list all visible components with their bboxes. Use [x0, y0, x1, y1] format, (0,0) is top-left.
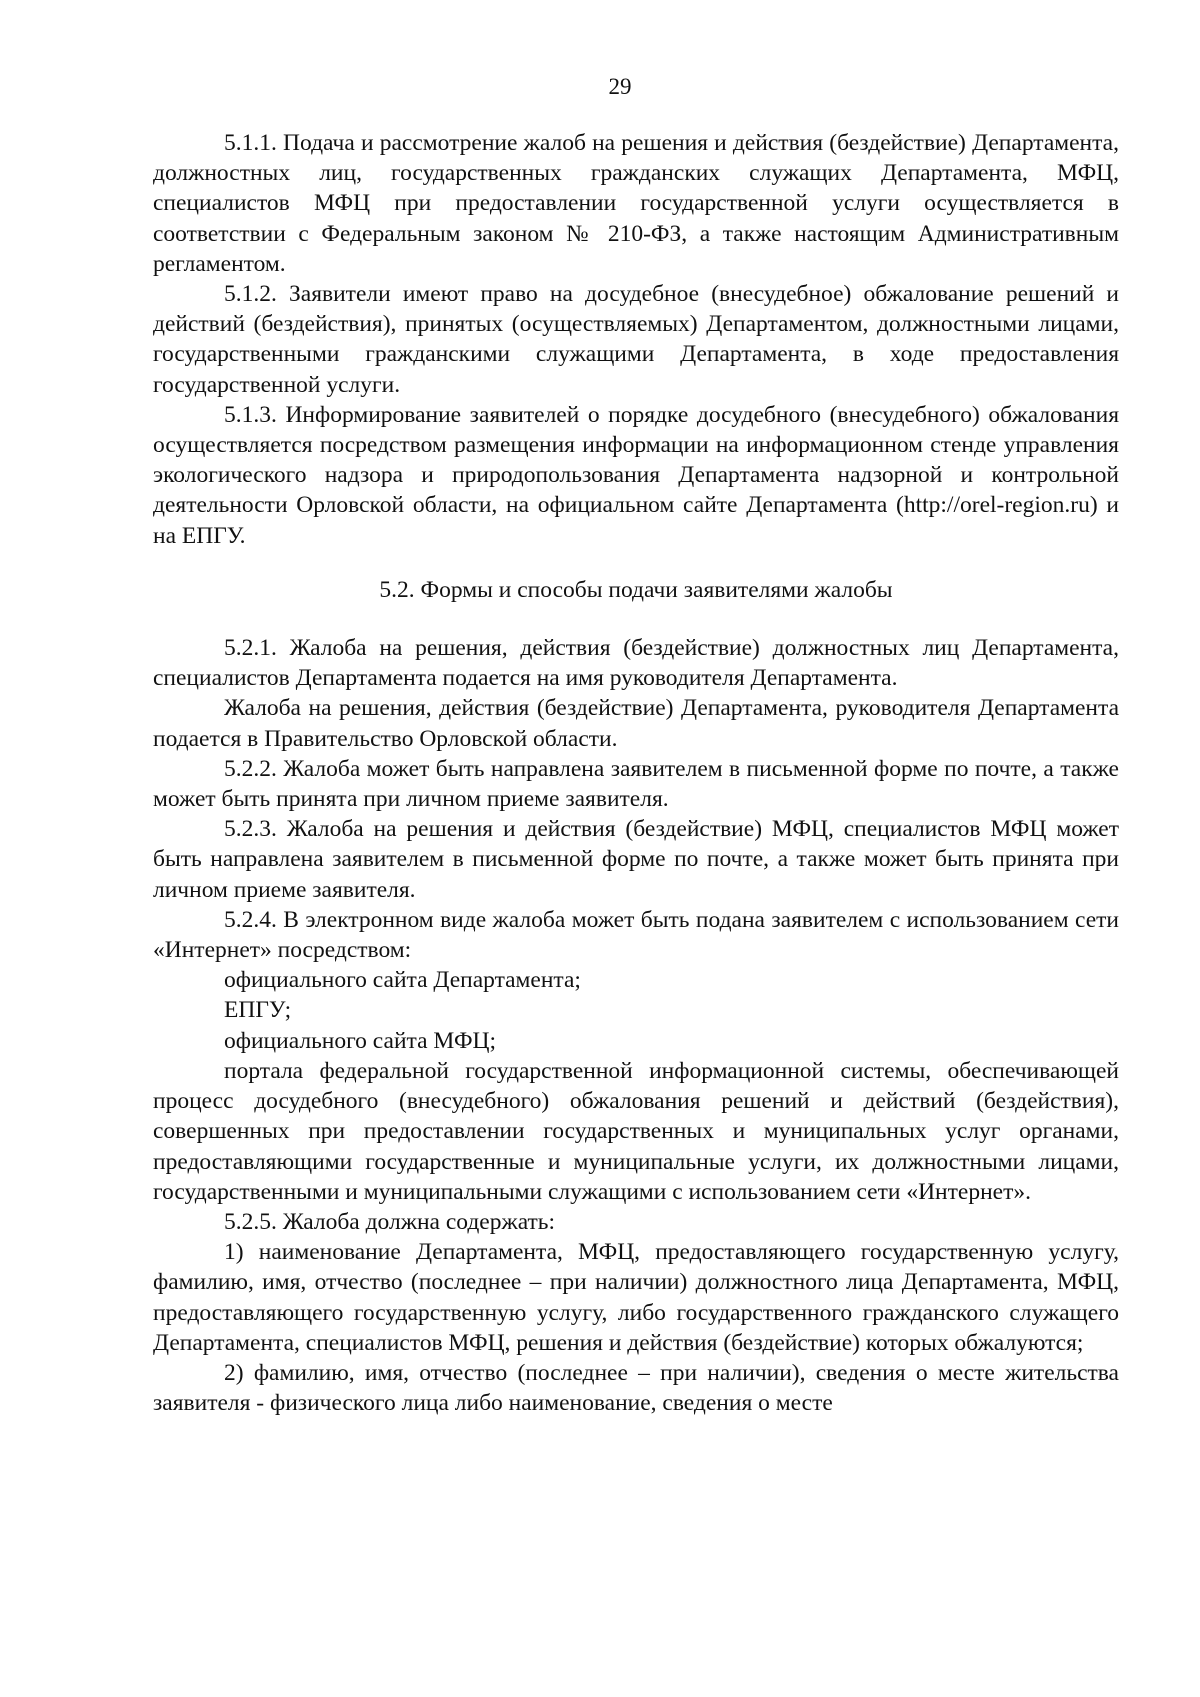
paragraph-5-2-4: 5.2.4. В электронном виде жалоба может быть подана заявителем с использованием сети «Интернет» посредством: — [153, 906, 1119, 964]
list-item-official-site: официального сайта Департамента; — [224, 967, 581, 994]
paragraph-5-2-1: 5.2.1. Жалоба на решения, действия (бездействие) должностных лиц Департамента, специалистов Департамента подается на имя руководителя Департамента. — [153, 635, 1119, 692]
paragraph-5-2-1-b: Жалоба на решения, действия (бездействие) Департамента, руководителя Департамента подается в Правительство Орловской области. — [153, 695, 1119, 752]
section-heading-5-2: 5.2. Формы и способы подачи заявителями жалобы — [379, 576, 893, 603]
document-body — [153, 128, 1119, 1418]
paragraph-5-1-2: 5.1.2. Заявители имеют право на досудебное (внесудебное) обжалование решений и действий (бездействия), принятых (осуществляемых) Департаментом, должностными лицами, государственными гражданскими служащими Департамента, в ходе предоставления государственной услуги. — [153, 281, 1119, 398]
paragraph-5-2-3: 5.2.3. Жалоба на решения и действия (бездействие) МФЦ, специалистов МФЦ может быть направлена заявителем в письменной форме по почте, а также может быть принята при личном приеме заявителя. — [153, 816, 1119, 903]
paragraph-5-1-1: 5.1.1. Подача и рассмотрение жалоб на решения и действия (бездействие) Департамента, должностных лиц, государственных гражданских служащих Департамента, МФЦ, специалистов МФЦ при предоставлении государственной услуги осуществляется в соответствии с Федеральным законом № 210-ФЗ, а также настоящим Административным регламентом. — [153, 130, 1119, 277]
list-item-1: 1) наименование Департамента, МФЦ, предоставляющего государственную услугу, фамилию, имя, отчество (последнее – при наличии) должностного лица Департамента, МФЦ, предоставляющего государственную услугу, либо государственного гражданского служащего Департамента, специалистов МФЦ, решения и действия (бездействие) которых обжалуются; — [153, 1239, 1119, 1356]
paragraph-5-2-5: 5.2.5. Жалоба должна содержать: — [224, 1208, 556, 1235]
list-item-2: 2) фамилию, имя, отчество (последнее – при наличии), сведения о месте жительства заявителя - физического лица либо наименование, сведения о месте — [153, 1359, 1119, 1417]
list-item-mfc-site: официального сайта МФЦ; — [224, 1027, 497, 1054]
list-item-federal-portal: портала федеральной государственной информационной системы, обеспечивающей процесс досудебного (внесудебного) обжалования решений и действий (бездействия), совершенных при предоставлении государственных и муниципальных услуг органами, предоставляющими государственные и муниципальные услуги, их должностными лицами, государственными и муниципальными служащими с использованием сети «Интернет». — [153, 1057, 1119, 1205]
paragraph-5-1-3: 5.1.3. Информирование заявителей о порядке досудебного (внесудебного) обжалования осуществляется посредством размещения информации на информационном стенде управления экологического надзора и природопользования Департамента надзорной и контрольной деятельности Орловской области, на официальном сайте Департамента (http://orel-region.ru) и на ЕПГУ. — [153, 401, 1119, 549]
page-number: 29 — [608, 74, 632, 99]
list-item-epgu: ЕПГУ; — [224, 997, 292, 1024]
paragraph-5-2-2: 5.2.2. Жалоба может быть направлена заявителем в письменной форме по почте, а также может быть принята при личном приеме заявителя. — [153, 755, 1119, 813]
